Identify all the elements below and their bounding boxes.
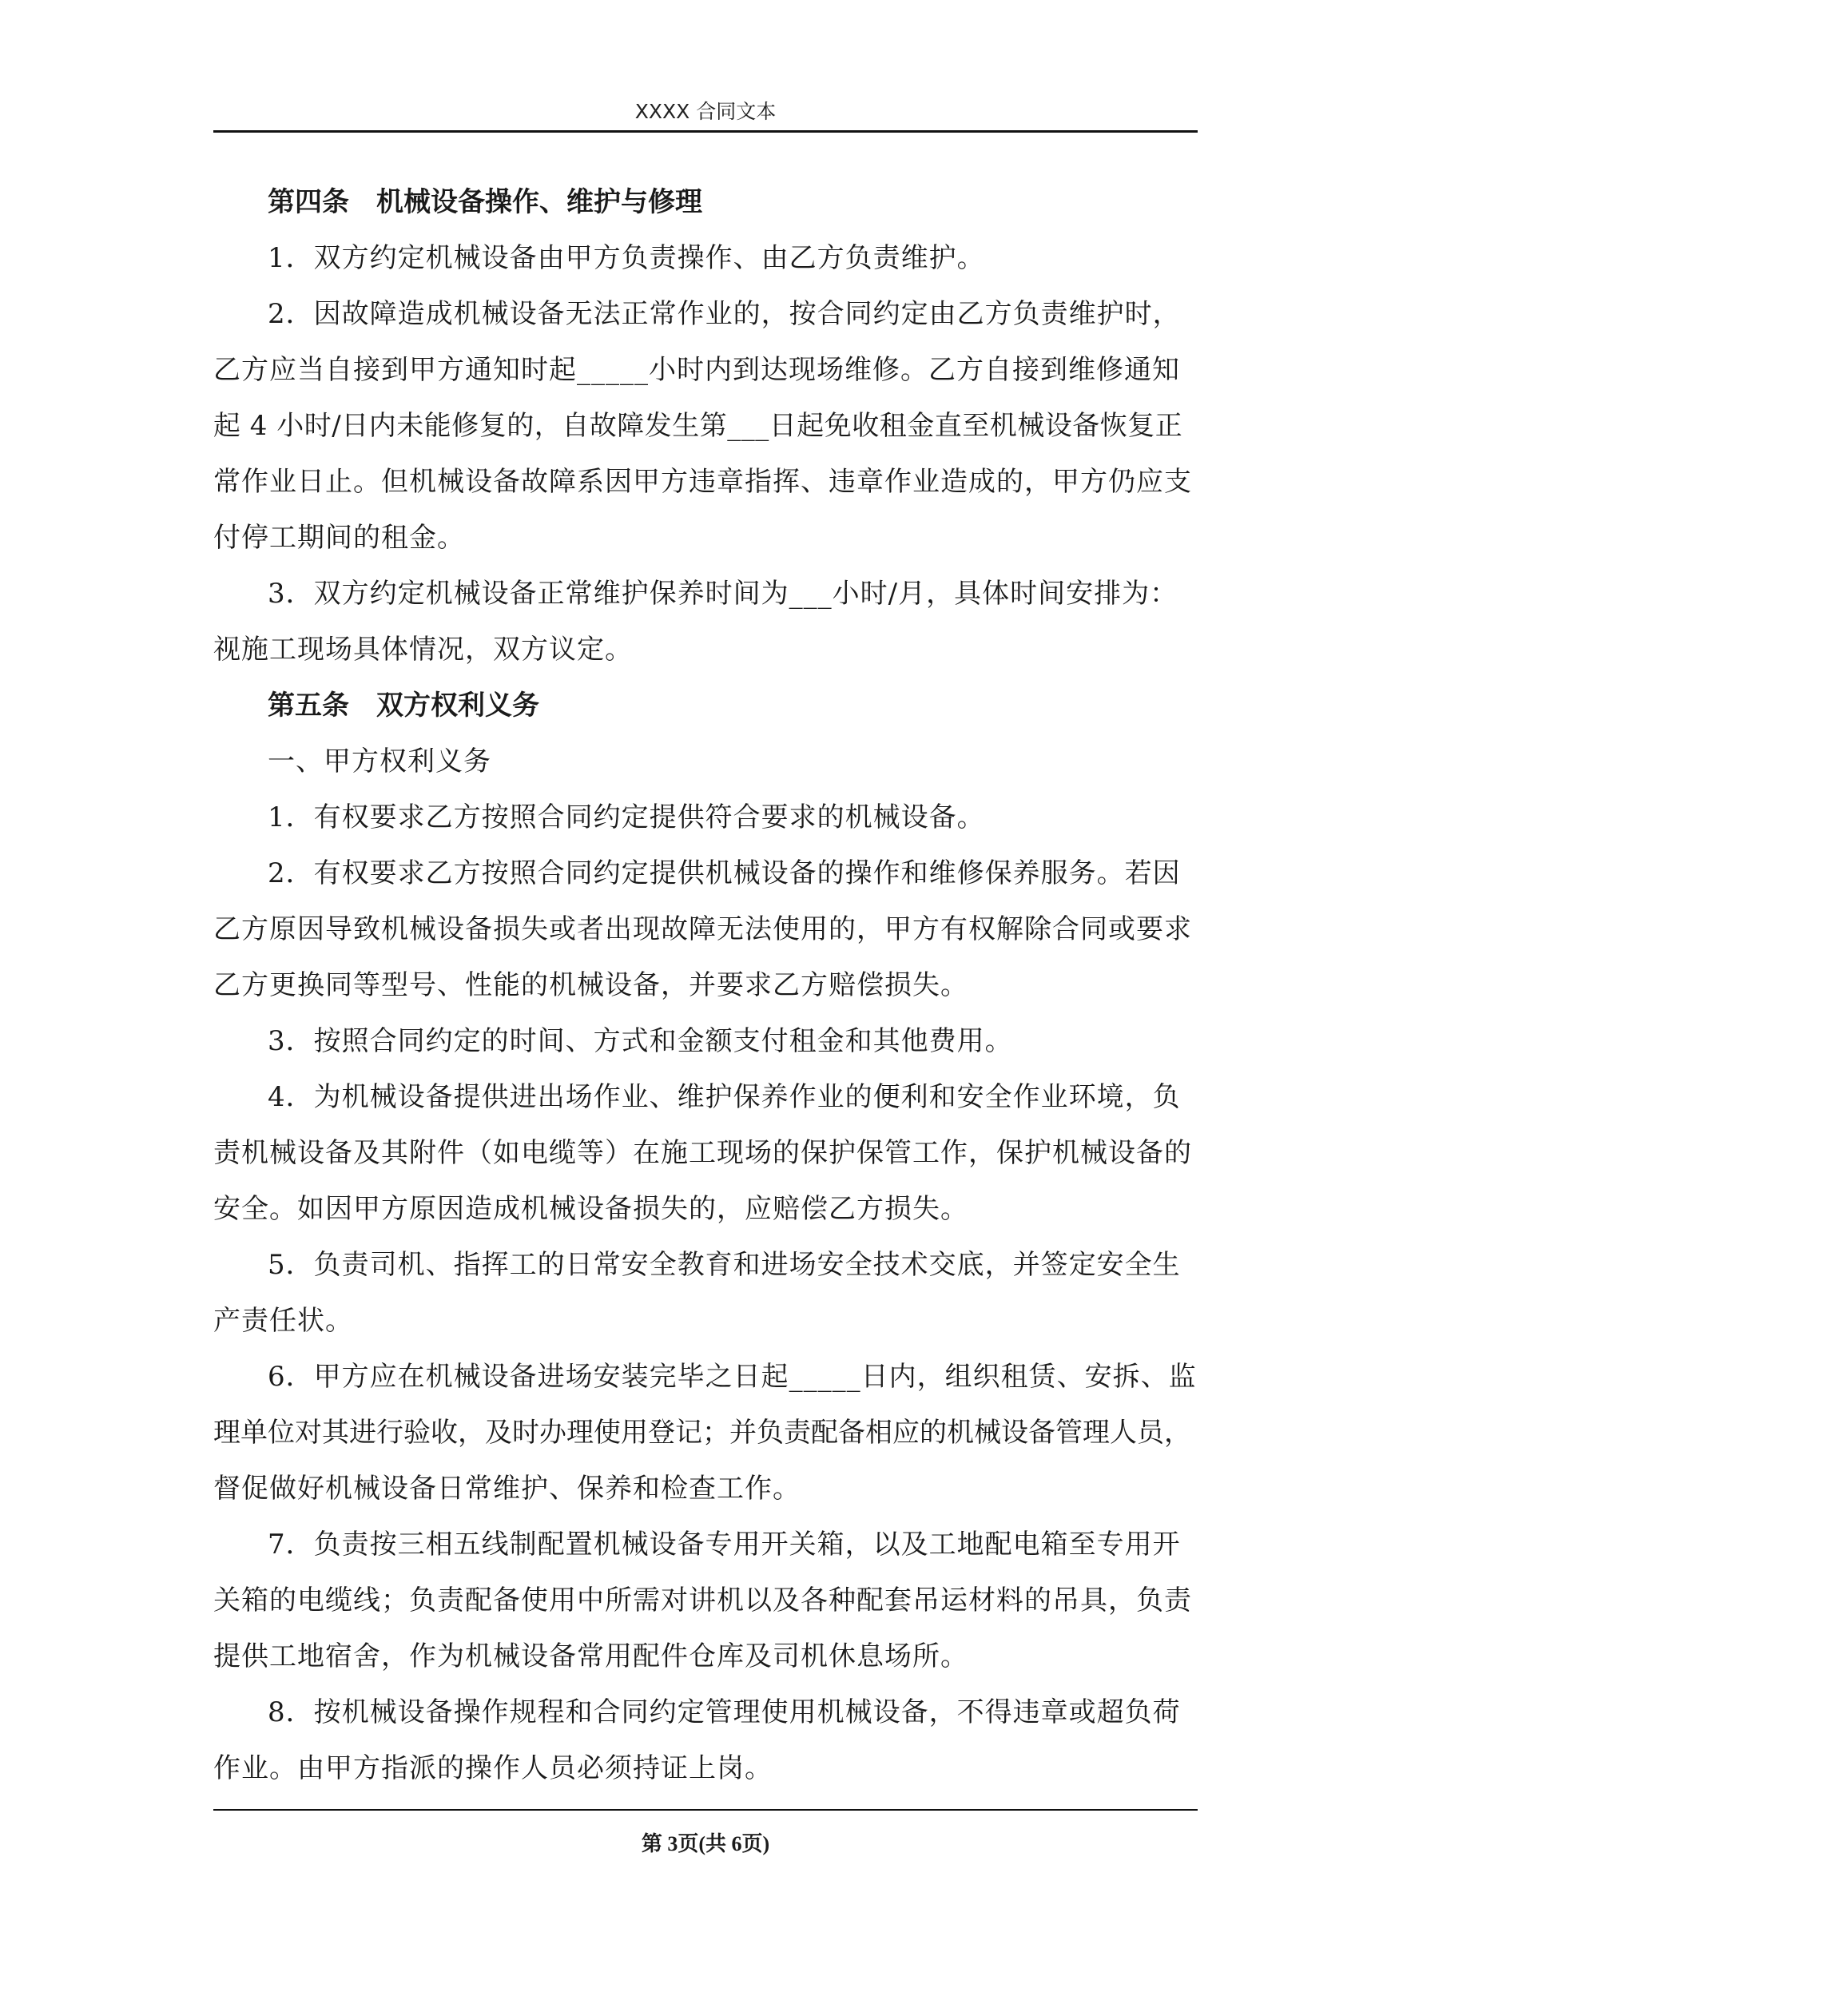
- article-4-heading: 第四条 机械设备操作、维护与修理: [268, 186, 702, 218]
- section-heading: 一、甲方权利义务: [268, 746, 491, 777]
- header-divider: [213, 130, 1198, 133]
- paragraph-line: 提供工地宿舍，作为机械设备常用配件仓库及司机休息场所。: [213, 1640, 968, 1672]
- paragraph-line: 乙方应当自接到甲方通知时起_____小时内到达现场维修。乙方自接到维修通知: [213, 354, 1180, 386]
- paragraph-line: 作业。由甲方指派的操作人员必须持证上岗。: [213, 1752, 773, 1784]
- paragraph-line: 乙方更换同等型号、性能的机械设备，并要求乙方赔偿损失。: [213, 969, 968, 1001]
- article-5-heading: 第五条 双方权利义务: [268, 690, 539, 722]
- paragraph-line: 起 4 小时/日内未能修复的，自故障发生第___日起免收租金直至机械设备恢复正: [213, 410, 1183, 442]
- paragraph-line: 2．有权要求乙方按照合同约定提供机械设备的操作和维修保养服务。若因: [268, 857, 1181, 889]
- page-header-title: XXXX 合同文本: [634, 100, 777, 123]
- paragraph-line: 3．双方约定机械设备正常维护保养时间为___小时/月，具体时间安排为：: [268, 578, 1178, 610]
- paragraph-line: 2．因故障造成机械设备无法正常作业的，按合同约定由乙方负责维护时，: [268, 298, 1181, 330]
- paragraph-line: 6．甲方应在机械设备进场安装完毕之日起_____日内，组织租赁、安拆、监: [268, 1361, 1197, 1393]
- footer-divider: [213, 1809, 1198, 1811]
- paragraph-line: 关箱的电缆线；负责配备使用中所需对讲机以及各种配套吊运材料的吊具，负责: [213, 1585, 1192, 1616]
- paragraph-line: 付停工期间的租金。: [213, 522, 465, 554]
- paragraph-line: 产责任状。: [213, 1305, 353, 1337]
- paragraph-line: 7．负责按三相五线制配置机械设备专用开关箱，以及工地配电箱至专用开: [268, 1529, 1181, 1561]
- paragraph-line: 5．负责司机、指挥工的日常安全教育和进场安全技术交底，并签定安全生: [268, 1249, 1181, 1281]
- page-number: 第 3页(共 6页): [641, 1832, 770, 1855]
- paragraph-line: 乙方原因导致机械设备损失或者出现故障无法使用的，甲方有权解除合同或要求: [213, 913, 1192, 945]
- paragraph-line: 安全。如因甲方原因造成机械设备损失的，应赔偿乙方损失。: [213, 1193, 968, 1225]
- paragraph-line: 理单位对其进行验收，及时办理使用登记；并负责配备相应的机械设备管理人员，: [213, 1417, 1191, 1449]
- paragraph-line: 1．有权要求乙方按照合同约定提供符合要求的机械设备。: [268, 801, 985, 833]
- paragraph-line: 常作业日止。但机械设备故障系因甲方违章指挥、违章作业造成的，甲方仍应支: [213, 466, 1192, 498]
- paragraph-line: 8．按机械设备操作规程和合同约定管理使用机械设备，不得违章或超负荷: [268, 1696, 1181, 1728]
- paragraph-line: 4．为机械设备提供进出场作业、维护保养作业的便利和安全作业环境，负: [268, 1081, 1181, 1113]
- paragraph-line: 责机械设备及其附件（如电缆等）在施工现场的保护保管工作，保护机械设备的: [213, 1137, 1192, 1169]
- paragraph-line: 督促做好机械设备日常维护、保养和检查工作。: [213, 1473, 801, 1505]
- document-body: [213, 174, 1198, 1796]
- paragraph-line: 视施工现场具体情况，双方议定。: [213, 634, 633, 666]
- paragraph-line: 1．双方约定机械设备由甲方负责操作、由乙方负责维护。: [268, 242, 985, 274]
- paragraph-line: 3．按照合同约定的时间、方式和金额支付租金和其他费用。: [268, 1025, 1013, 1057]
